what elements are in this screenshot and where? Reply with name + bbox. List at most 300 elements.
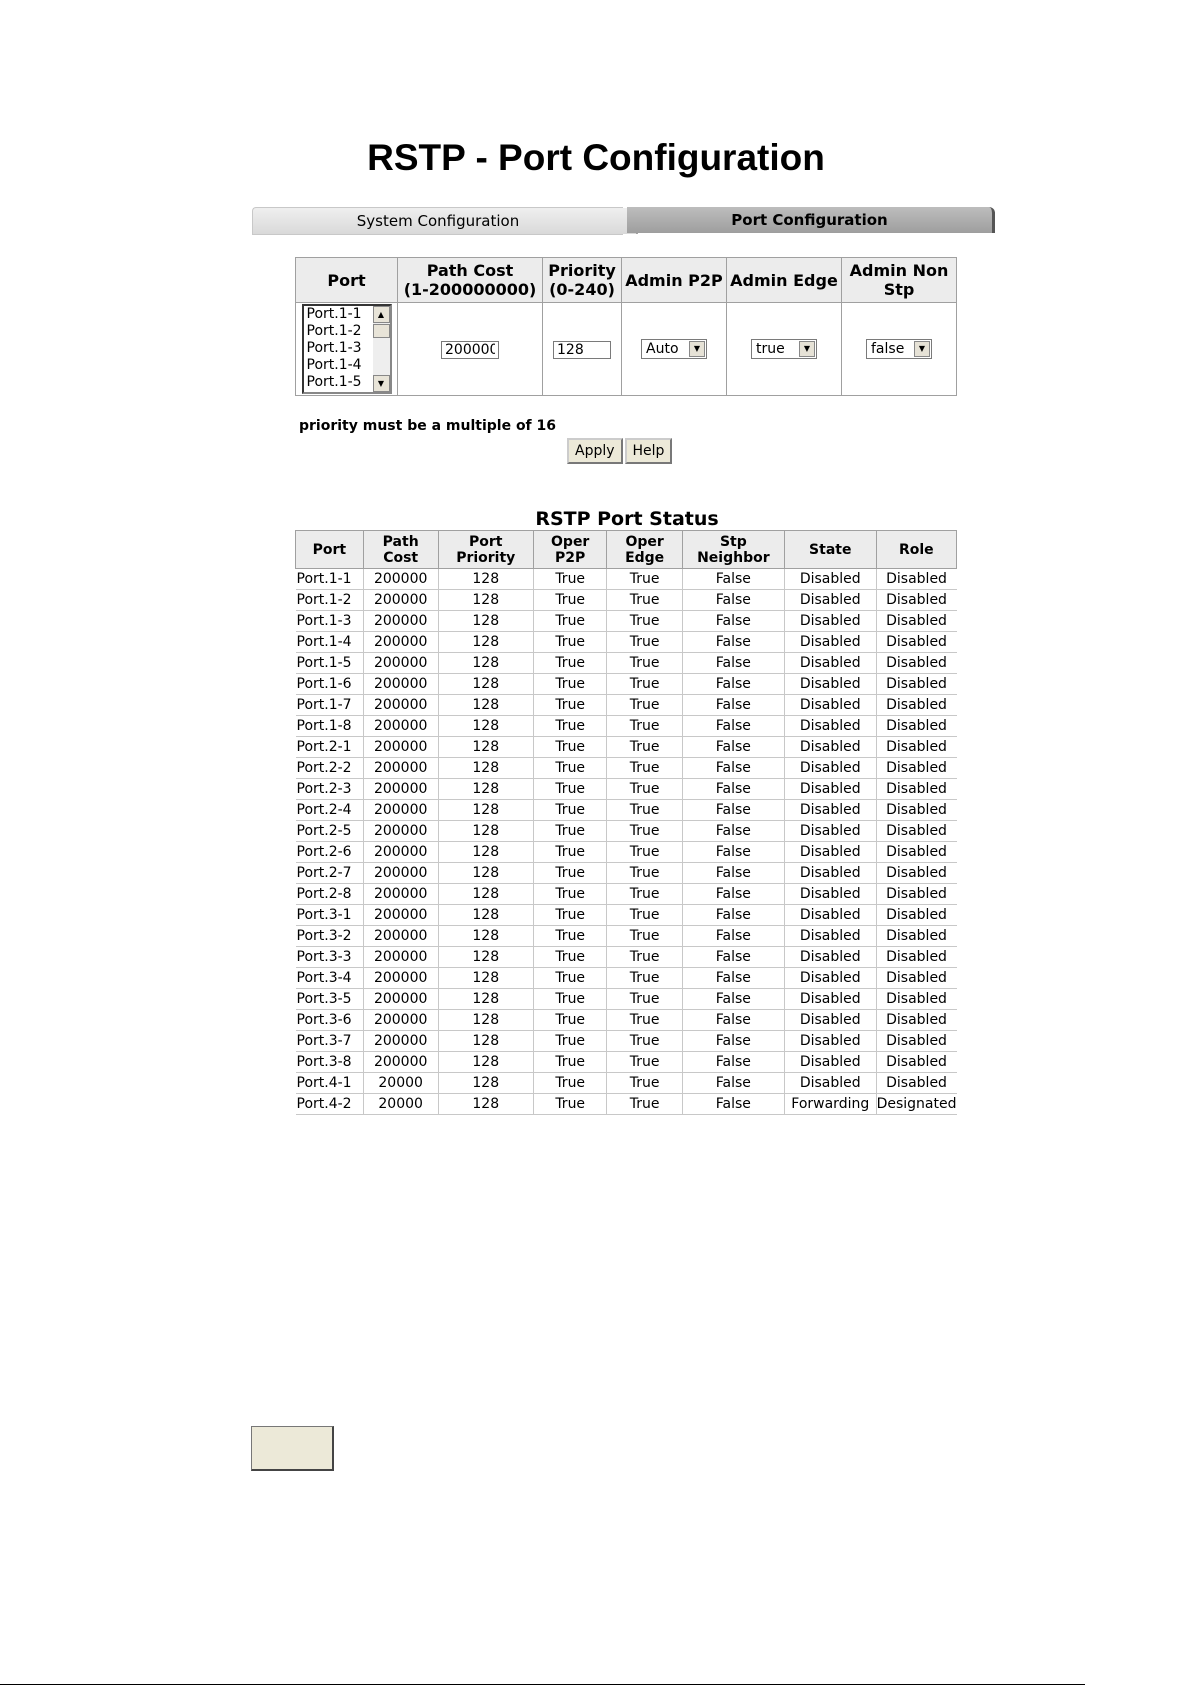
cell-state: Disabled xyxy=(784,695,876,716)
cell-state: Disabled xyxy=(784,737,876,758)
status-header-stp-neighbor-line2: Neighbor xyxy=(697,549,770,566)
status-rows xyxy=(296,569,957,1115)
cell-port-priority: 128 xyxy=(438,842,533,863)
cell-oper-edge: True xyxy=(607,1031,682,1052)
cell-state: Disabled xyxy=(784,1031,876,1052)
cell-state: Disabled xyxy=(784,632,876,653)
cell-port: Port.2-8 xyxy=(296,884,364,905)
table-row xyxy=(296,968,957,989)
table-row xyxy=(296,632,957,653)
cell-role: Disabled xyxy=(876,653,956,674)
cell-role: Disabled xyxy=(876,947,956,968)
cell-path-cost: 20000 xyxy=(363,1094,438,1115)
cell-oper-edge: True xyxy=(607,800,682,821)
cell-port-priority: 128 xyxy=(438,905,533,926)
status-header-role: Role xyxy=(876,531,956,569)
admin-edge-select[interactable] xyxy=(751,339,817,359)
cell-role: Disabled xyxy=(876,569,956,590)
table-row xyxy=(296,842,957,863)
status-header-port: Port xyxy=(296,531,364,569)
cell-role: Disabled xyxy=(876,989,956,1010)
table-row xyxy=(296,737,957,758)
table-row xyxy=(296,695,957,716)
cell-oper-edge: True xyxy=(607,968,682,989)
cell-oper-p2p: True xyxy=(533,905,607,926)
cell-port: Port.4-2 xyxy=(296,1094,364,1115)
cell-path-cost: 200000 xyxy=(363,800,438,821)
cell-port: Port.1-1 xyxy=(296,569,364,590)
scroll-thumb[interactable] xyxy=(373,324,390,338)
cell-role: Disabled xyxy=(876,821,956,842)
port-config-table xyxy=(295,257,957,396)
cell-path-cost: 200000 xyxy=(363,947,438,968)
col-header-path-cost-line1: Path Cost xyxy=(426,261,514,280)
gray-box xyxy=(251,1426,334,1471)
cell-port: Port.3-3 xyxy=(296,947,364,968)
cell-role: Disabled xyxy=(876,926,956,947)
cell-oper-p2p: True xyxy=(533,884,607,905)
cell-port: Port.2-6 xyxy=(296,842,364,863)
cell-stp-neighbor: False xyxy=(682,842,784,863)
cell-path-cost: 200000 xyxy=(363,716,438,737)
table-row xyxy=(296,1052,957,1073)
cell-oper-p2p: True xyxy=(533,611,607,632)
cell-role: Disabled xyxy=(876,800,956,821)
scroll-down-arrow-icon[interactable]: ▼ xyxy=(373,375,390,392)
table-row xyxy=(296,779,957,800)
cell-port-priority: 128 xyxy=(438,1052,533,1073)
cell-stp-neighbor: False xyxy=(682,968,784,989)
cell-port-priority: 128 xyxy=(438,716,533,737)
cell-oper-p2p: True xyxy=(533,632,607,653)
status-header-stp-neighbor xyxy=(682,531,784,569)
scroll-up-arrow-icon[interactable]: ▲ xyxy=(373,306,390,323)
cell-port-priority: 128 xyxy=(438,674,533,695)
cell-oper-edge: True xyxy=(607,590,682,611)
col-header-priority-line1: Priority xyxy=(548,261,616,280)
status-header-oper-edge-line1: Oper xyxy=(625,533,664,550)
cell-stp-neighbor: False xyxy=(682,1010,784,1031)
cell-stp-neighbor: False xyxy=(682,1031,784,1052)
cell-port-priority: 128 xyxy=(438,1073,533,1094)
cell-oper-edge: True xyxy=(607,569,682,590)
cell-port: Port.2-2 xyxy=(296,758,364,779)
status-header-oper-edge xyxy=(607,531,682,569)
cell-oper-p2p: True xyxy=(533,1073,607,1094)
col-header-admin-non-stp: Admin Non Stp xyxy=(842,258,957,303)
button-row xyxy=(567,438,674,464)
cell-stp-neighbor: False xyxy=(682,674,784,695)
cell-role: Disabled xyxy=(876,758,956,779)
path-cost-input[interactable] xyxy=(441,341,499,359)
cell-state: Disabled xyxy=(784,611,876,632)
cell-role: Disabled xyxy=(876,968,956,989)
cell-path-cost: 200000 xyxy=(363,863,438,884)
cell-port: Port.3-8 xyxy=(296,1052,364,1073)
cell-oper-edge: True xyxy=(607,926,682,947)
status-title: RSTP Port Status xyxy=(535,508,719,530)
cell-oper-edge: True xyxy=(607,905,682,926)
table-row xyxy=(296,716,957,737)
cell-state: Disabled xyxy=(784,758,876,779)
cell-stp-neighbor: False xyxy=(682,653,784,674)
tab-port-configuration[interactable]: Port Configuration xyxy=(627,207,995,233)
cell-state: Disabled xyxy=(784,1010,876,1031)
cell-state: Disabled xyxy=(784,674,876,695)
table-row xyxy=(296,590,957,611)
cell-port: Port.1-6 xyxy=(296,674,364,695)
cell-role: Disabled xyxy=(876,632,956,653)
cell-port: Port.1-8 xyxy=(296,716,364,737)
table-row xyxy=(296,800,957,821)
cell-port-priority: 128 xyxy=(438,884,533,905)
cell-path-cost: 200000 xyxy=(363,1031,438,1052)
cell-port: Port.4-1 xyxy=(296,1073,364,1094)
cell-state: Disabled xyxy=(784,779,876,800)
cell-state: Disabled xyxy=(784,926,876,947)
cell-oper-p2p: True xyxy=(533,716,607,737)
cell-path-cost: 200000 xyxy=(363,737,438,758)
cell-role: Disabled xyxy=(876,1052,956,1073)
listbox-scrollbar[interactable] xyxy=(373,306,390,392)
cell-path-cost: 200000 xyxy=(363,632,438,653)
status-header-path-cost-line1: Path xyxy=(382,533,419,550)
cell-port-priority: 128 xyxy=(438,989,533,1010)
table-row xyxy=(296,1031,957,1052)
cell-state: Disabled xyxy=(784,1073,876,1094)
cell-state: Disabled xyxy=(784,569,876,590)
cell-port: Port.3-5 xyxy=(296,989,364,1010)
cell-port-priority: 128 xyxy=(438,947,533,968)
apply-button[interactable]: Apply xyxy=(567,438,623,464)
cell-port: Port.2-1 xyxy=(296,737,364,758)
cell-stp-neighbor: False xyxy=(682,863,784,884)
cell-state: Disabled xyxy=(784,989,876,1010)
cell-port-priority: 128 xyxy=(438,1094,533,1115)
cell-port-priority: 128 xyxy=(438,737,533,758)
tab-system-configuration[interactable]: System Configuration xyxy=(252,207,623,235)
table-row xyxy=(296,989,957,1010)
admin-non-stp-select[interactable] xyxy=(866,339,932,359)
cell-oper-p2p: True xyxy=(533,1094,607,1115)
cell-oper-p2p: True xyxy=(533,758,607,779)
cell-role: Disabled xyxy=(876,884,956,905)
admin-non-stp-selected: false xyxy=(871,341,905,358)
cell-port-priority: 128 xyxy=(438,1010,533,1031)
cell-role: Disabled xyxy=(876,779,956,800)
cell-role: Disabled xyxy=(876,842,956,863)
cell-port: Port.1-4 xyxy=(296,632,364,653)
cell-oper-edge: True xyxy=(607,821,682,842)
cell-path-cost: 200000 xyxy=(363,884,438,905)
table-row xyxy=(296,905,957,926)
cell-path-cost: 200000 xyxy=(363,842,438,863)
port-option[interactable]: Port.1-4 xyxy=(306,357,362,373)
col-header-priority xyxy=(543,258,622,303)
cell-port-priority: 128 xyxy=(438,968,533,989)
status-header-path-cost-line2: Cost xyxy=(383,549,419,566)
cell-oper-p2p: True xyxy=(533,968,607,989)
status-header-path-cost xyxy=(363,531,438,569)
cell-oper-edge: True xyxy=(607,947,682,968)
priority-note: priority must be a multiple of 16 xyxy=(299,418,557,434)
cell-path-cost: 200000 xyxy=(363,653,438,674)
cell-path-cost: 200000 xyxy=(363,758,438,779)
cell-state: Disabled xyxy=(784,947,876,968)
cell-state: Disabled xyxy=(784,800,876,821)
cell-port: Port.2-5 xyxy=(296,821,364,842)
cell-oper-p2p: True xyxy=(533,737,607,758)
admin-p2p-cell xyxy=(622,303,727,396)
cell-role: Disabled xyxy=(876,674,956,695)
cell-oper-p2p: True xyxy=(533,947,607,968)
cell-stp-neighbor: False xyxy=(682,989,784,1010)
cell-state: Disabled xyxy=(784,653,876,674)
cell-oper-edge: True xyxy=(607,695,682,716)
cell-oper-edge: True xyxy=(607,1094,682,1115)
port-select-cell xyxy=(296,303,398,396)
cell-path-cost: 200000 xyxy=(363,905,438,926)
col-header-port: Port xyxy=(296,258,398,303)
admin-edge-selected: true xyxy=(756,341,785,358)
cell-oper-p2p: True xyxy=(533,989,607,1010)
cell-path-cost: 200000 xyxy=(363,989,438,1010)
cell-port: Port.1-3 xyxy=(296,611,364,632)
cell-port-priority: 128 xyxy=(438,800,533,821)
status-header-port-priority xyxy=(438,531,533,569)
cell-oper-p2p: True xyxy=(533,590,607,611)
cell-state: Disabled xyxy=(784,821,876,842)
status-header-oper-edge-line2: Edge xyxy=(625,549,665,566)
cell-port-priority: 128 xyxy=(438,821,533,842)
cell-oper-edge: True xyxy=(607,737,682,758)
cell-stp-neighbor: False xyxy=(682,884,784,905)
priority-input[interactable] xyxy=(553,341,611,359)
cell-path-cost: 20000 xyxy=(363,1073,438,1094)
cell-path-cost: 200000 xyxy=(363,569,438,590)
help-button[interactable]: Help xyxy=(625,438,673,464)
cell-stp-neighbor: False xyxy=(682,1073,784,1094)
cell-oper-p2p: True xyxy=(533,779,607,800)
table-row xyxy=(296,674,957,695)
cell-path-cost: 200000 xyxy=(363,968,438,989)
cell-oper-edge: True xyxy=(607,758,682,779)
cell-stp-neighbor: False xyxy=(682,590,784,611)
cell-oper-p2p: True xyxy=(533,653,607,674)
table-row xyxy=(296,653,957,674)
admin-p2p-selected: Auto xyxy=(646,341,679,358)
cell-role: Disabled xyxy=(876,863,956,884)
dropdown-arrow-icon[interactable]: ▼ xyxy=(689,341,705,357)
table-row xyxy=(296,1010,957,1031)
admin-non-stp-cell xyxy=(842,303,957,396)
cell-oper-edge: True xyxy=(607,863,682,884)
admin-p2p-select[interactable] xyxy=(641,339,707,359)
port-option[interactable]: Port.1-1 xyxy=(306,306,362,322)
status-header-oper-p2p xyxy=(533,531,607,569)
cell-state: Disabled xyxy=(784,842,876,863)
status-header-stp-neighbor-line1: Stp xyxy=(719,533,747,550)
col-header-path-cost-line2: (1-200000000) xyxy=(403,280,537,299)
cell-oper-p2p: True xyxy=(533,1031,607,1052)
cell-oper-p2p: True xyxy=(533,800,607,821)
port-option[interactable]: Port.1-5 xyxy=(306,374,362,390)
path-cost-cell xyxy=(398,303,543,396)
cell-stp-neighbor: False xyxy=(682,905,784,926)
cell-stp-neighbor: False xyxy=(682,821,784,842)
cell-port-priority: 128 xyxy=(438,569,533,590)
cell-stp-neighbor: False xyxy=(682,947,784,968)
cell-oper-p2p: True xyxy=(533,926,607,947)
cell-role: Disabled xyxy=(876,695,956,716)
cell-role: Designated xyxy=(876,1094,956,1115)
cell-oper-edge: True xyxy=(607,1073,682,1094)
cell-oper-p2p: True xyxy=(533,863,607,884)
cell-oper-edge: True xyxy=(607,674,682,695)
cell-oper-p2p: True xyxy=(533,1052,607,1073)
cell-state: Disabled xyxy=(784,905,876,926)
priority-cell xyxy=(543,303,622,396)
col-header-path-cost xyxy=(398,258,543,303)
cell-role: Disabled xyxy=(876,1031,956,1052)
col-header-priority-line2: (0-240) xyxy=(549,280,615,299)
table-row xyxy=(296,1094,957,1115)
col-header-admin-edge: Admin Edge xyxy=(727,258,842,303)
cell-stp-neighbor: False xyxy=(682,569,784,590)
cell-stp-neighbor: False xyxy=(682,716,784,737)
status-header-oper-p2p-line2: P2P xyxy=(555,549,586,566)
cell-oper-p2p: True xyxy=(533,842,607,863)
cell-oper-edge: True xyxy=(607,611,682,632)
cell-state: Disabled xyxy=(784,968,876,989)
cell-port: Port.1-2 xyxy=(296,590,364,611)
cell-port: Port.3-4 xyxy=(296,968,364,989)
cell-path-cost: 200000 xyxy=(363,779,438,800)
cell-role: Disabled xyxy=(876,1073,956,1094)
cell-oper-p2p: True xyxy=(533,821,607,842)
cell-stp-neighbor: False xyxy=(682,926,784,947)
col-header-admin-p2p: Admin P2P xyxy=(622,258,727,303)
dropdown-arrow-icon[interactable]: ▼ xyxy=(914,341,930,357)
cell-port-priority: 128 xyxy=(438,863,533,884)
cell-port: Port.1-7 xyxy=(296,695,364,716)
cell-port-priority: 128 xyxy=(438,611,533,632)
cell-port: Port.3-1 xyxy=(296,905,364,926)
cell-role: Disabled xyxy=(876,1010,956,1031)
table-row xyxy=(296,863,957,884)
cell-state: Disabled xyxy=(784,716,876,737)
cell-oper-edge: True xyxy=(607,989,682,1010)
cell-path-cost: 200000 xyxy=(363,611,438,632)
cell-state: Disabled xyxy=(784,863,876,884)
table-row xyxy=(296,947,957,968)
port-listbox[interactable] xyxy=(302,304,392,394)
cell-oper-p2p: True xyxy=(533,674,607,695)
cell-stp-neighbor: False xyxy=(682,737,784,758)
cell-port-priority: 128 xyxy=(438,590,533,611)
cell-port: Port.1-5 xyxy=(296,653,364,674)
cell-port: Port.2-3 xyxy=(296,779,364,800)
cell-role: Disabled xyxy=(876,905,956,926)
table-row xyxy=(296,611,957,632)
tab-bar xyxy=(252,207,998,235)
cell-stp-neighbor: False xyxy=(682,800,784,821)
status-header-port-priority-line2: Priority xyxy=(456,549,516,566)
dropdown-arrow-icon[interactable]: ▼ xyxy=(799,341,815,357)
cell-oper-edge: True xyxy=(607,716,682,737)
cell-oper-edge: True xyxy=(607,1052,682,1073)
cell-role: Disabled xyxy=(876,590,956,611)
cell-port-priority: 128 xyxy=(438,926,533,947)
cell-oper-edge: True xyxy=(607,884,682,905)
cell-stp-neighbor: False xyxy=(682,695,784,716)
cell-port: Port.3-6 xyxy=(296,1010,364,1031)
cell-port-priority: 128 xyxy=(438,779,533,800)
port-status-table xyxy=(295,530,957,1115)
cell-port-priority: 128 xyxy=(438,653,533,674)
table-row xyxy=(296,569,957,590)
cell-path-cost: 200000 xyxy=(363,590,438,611)
cell-port: Port.2-7 xyxy=(296,863,364,884)
cell-oper-edge: True xyxy=(607,632,682,653)
cell-oper-edge: True xyxy=(607,1010,682,1031)
cell-path-cost: 200000 xyxy=(363,674,438,695)
cell-path-cost: 200000 xyxy=(363,1010,438,1031)
cell-stp-neighbor: False xyxy=(682,1052,784,1073)
status-header-port-priority-line1: Port xyxy=(469,533,503,550)
cell-path-cost: 200000 xyxy=(363,695,438,716)
cell-port-priority: 128 xyxy=(438,632,533,653)
page-title: RSTP - Port Configuration xyxy=(367,137,825,178)
cell-oper-p2p: True xyxy=(533,1010,607,1031)
cell-oper-p2p: True xyxy=(533,569,607,590)
cell-stp-neighbor: False xyxy=(682,632,784,653)
table-row xyxy=(296,884,957,905)
cell-path-cost: 200000 xyxy=(363,926,438,947)
table-row xyxy=(296,926,957,947)
cell-port: Port.3-7 xyxy=(296,1031,364,1052)
admin-edge-cell xyxy=(727,303,842,396)
cell-stp-neighbor: False xyxy=(682,1094,784,1115)
cell-state: Forwarding xyxy=(784,1094,876,1115)
cell-oper-p2p: True xyxy=(533,695,607,716)
cell-oper-edge: True xyxy=(607,779,682,800)
cell-state: Disabled xyxy=(784,1052,876,1073)
table-row xyxy=(296,758,957,779)
cell-oper-edge: True xyxy=(607,842,682,863)
cell-role: Disabled xyxy=(876,737,956,758)
cell-stp-neighbor: False xyxy=(682,779,784,800)
cell-stp-neighbor: False xyxy=(682,758,784,779)
status-header-oper-p2p-line1: Oper xyxy=(551,533,590,550)
cell-oper-edge: True xyxy=(607,653,682,674)
cell-port-priority: 128 xyxy=(438,695,533,716)
cell-state: Disabled xyxy=(784,590,876,611)
cell-port-priority: 128 xyxy=(438,758,533,779)
cell-state: Disabled xyxy=(784,884,876,905)
cell-port: Port.3-2 xyxy=(296,926,364,947)
status-header-state: State xyxy=(784,531,876,569)
port-option[interactable]: Port.1-2 xyxy=(306,323,362,339)
cell-role: Disabled xyxy=(876,716,956,737)
table-row xyxy=(296,1073,957,1094)
cell-role: Disabled xyxy=(876,611,956,632)
port-option[interactable]: Port.1-3 xyxy=(306,340,362,356)
cell-path-cost: 200000 xyxy=(363,821,438,842)
table-row xyxy=(296,821,957,842)
cell-stp-neighbor: False xyxy=(682,611,784,632)
cell-port-priority: 128 xyxy=(438,1031,533,1052)
